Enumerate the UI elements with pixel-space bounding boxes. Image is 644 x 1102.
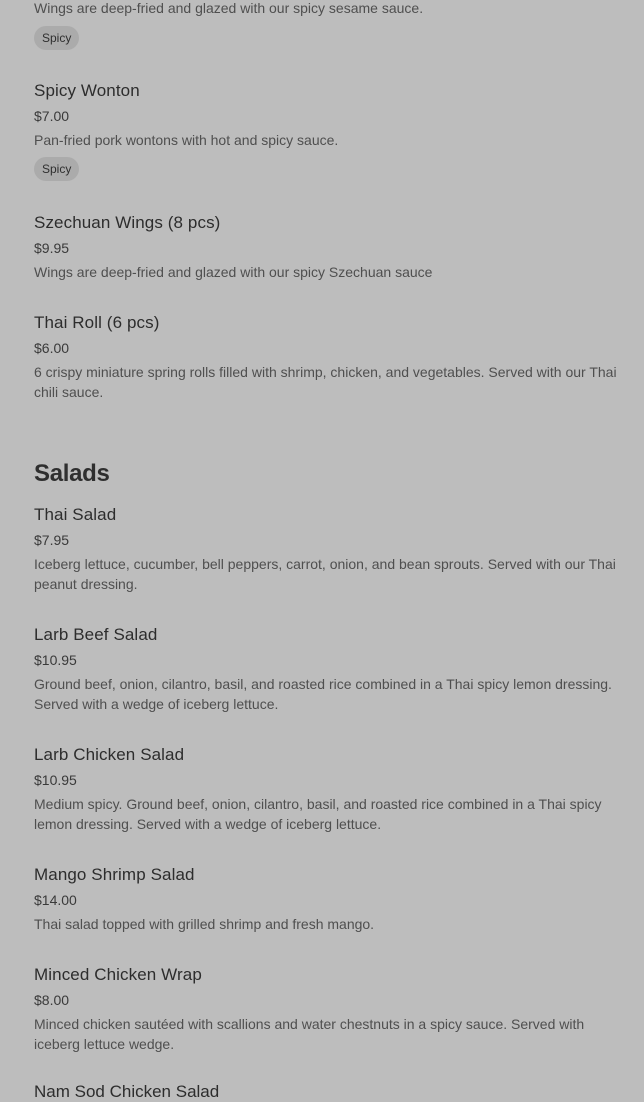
item-price: $10.95: [34, 772, 77, 788]
menu-item[interactable]: [34, 213, 619, 282]
menu-item[interactable]: [34, 625, 619, 714]
item-description: Wings are deep-fried and glazed with our spicy sesame sauce.: [34, 0, 424, 16]
item-name-cutoff[interactable]: Nam Sod Chicken Salad: [34, 1082, 220, 1101]
spicy-tag: Spicy: [34, 157, 79, 181]
item-name: Thai Salad: [34, 505, 117, 524]
menu-item[interactable]: [34, 313, 619, 402]
menu-item[interactable]: [34, 865, 619, 934]
spicy-tag: Spicy: [34, 26, 79, 50]
item-description: Thai salad topped with grilled shrimp and fresh mango.: [34, 916, 375, 932]
item-description: 6 crispy miniature spring rolls filled with shrimp, chicken, and vegetables. Served with our Thai chili sauce.: [34, 364, 617, 400]
item-description: Ground beef, onion, cilantro, basil, and roasted rice combined in a Thai spicy lemon dressing. Served with a wedge of iceberg lettuce.: [34, 676, 612, 712]
section-title-salads: Salads: [34, 460, 110, 487]
item-name: Thai Roll (6 pcs): [34, 313, 160, 332]
item-name: Mango Shrimp Salad: [34, 865, 195, 884]
menu-item[interactable]: [34, 965, 619, 1054]
item-description: Iceberg lettuce, cucumber, bell peppers, carrot, onion, and bean sprouts. Served with our Thai peanut dressing.: [34, 556, 616, 592]
menu-item[interactable]: [34, 745, 619, 834]
item-tags: [34, 26, 79, 50]
item-price: $14.00: [34, 892, 77, 908]
item-name: Larb Beef Salad: [34, 625, 158, 644]
item-price: $10.95: [34, 652, 77, 668]
item-price: $9.95: [34, 240, 70, 256]
menu-item[interactable]: [34, 81, 619, 181]
item-tags: [34, 157, 619, 181]
menu-item[interactable]: [34, 505, 619, 594]
item-price: $8.00: [34, 992, 70, 1008]
item-name: Spicy Wonton: [34, 81, 140, 100]
item-name: Minced Chicken Wrap: [34, 965, 202, 984]
item-price: $7.95: [34, 532, 70, 548]
item-name: Larb Chicken Salad: [34, 745, 185, 764]
item-name: Szechuan Wings (8 pcs): [34, 213, 221, 232]
item-description: Minced chicken sautéed with scallions and water chestnuts in a spicy sauce. Served with iceberg lettuce wedge.: [34, 1016, 585, 1052]
item-price: $6.00: [34, 340, 70, 356]
item-description: Pan-fried pork wontons with hot and spicy sauce.: [34, 132, 339, 148]
item-description: Medium spicy. Ground beef, onion, cilantro, basil, and roasted rice combined in a Thai spicy lemon dressing. Served with a wedge of iceberg lettuce.: [34, 796, 602, 832]
item-description: Wings are deep-fried and glazed with our spicy Szechuan sauce: [34, 264, 433, 280]
item-price: $7.00: [34, 108, 70, 124]
